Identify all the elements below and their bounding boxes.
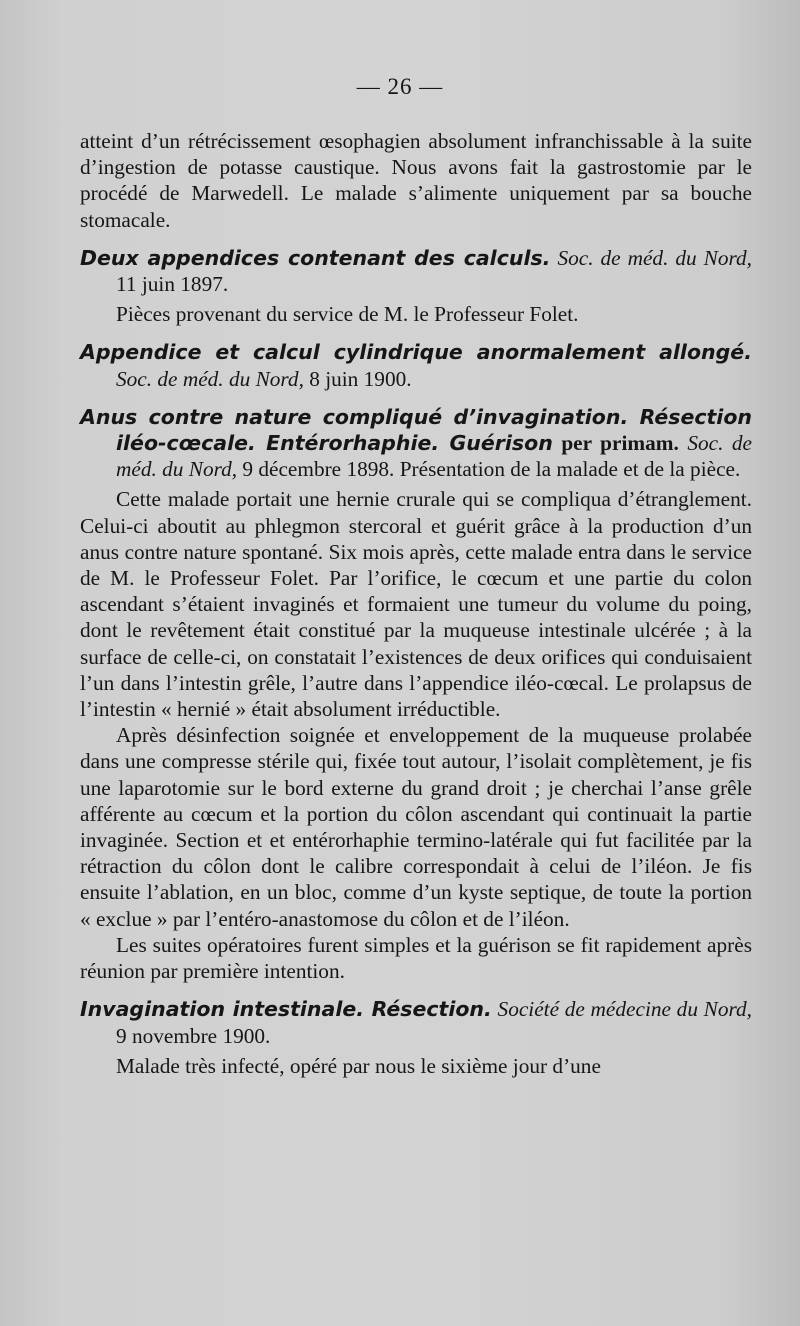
entry-date-3: 9 décembre 1898. Présentation de la malade et de la pièce. <box>237 457 741 482</box>
entry-source-1: Soc. de méd. du Nord, <box>557 245 752 270</box>
entry-title-3-end: per primam. <box>561 431 679 456</box>
page-number: — 26 — <box>356 74 444 99</box>
page-body <box>80 128 752 1079</box>
entry-date-4: 9 novembre 1900. <box>116 1023 271 1048</box>
entry-heading-4 <box>80 996 752 1048</box>
entry-title-3: Anus contre nature compliqué d’invagination. Résection iléo-cœcale. Entérorhaphie. Guérison <box>80 404 752 456</box>
paragraph-continued: atteint d’un rétrécissement œsophagien absolument infranchissable à la suite d’ingestion de potasse caustique. Nous avons fait la gastrostomie par le procédé de Marwedell. Le malade s’alimente uniquement par sa bouche stomacale. <box>80 129 752 232</box>
entry-heading-2 <box>80 339 752 391</box>
entry-source-3: Soc. de méd. du Nord, <box>116 431 753 482</box>
entry-title-4: Invagination intestinale. Résection. <box>80 997 492 1022</box>
entry-source-4: Société de médecine du Nord, <box>497 997 753 1022</box>
entry-date-2: 8 juin 1900. <box>303 366 412 391</box>
entry-source-2: Soc. de méd. du Nord, <box>116 366 304 391</box>
entry-heading-3 <box>80 404 752 483</box>
entry-3-paragraph-1: Cette malade portait une hernie crurale qui se compliqua d’étranglement. Celui-ci aboutit au phlegmon stercoral et guérit grâce à la production d’un anus contre nature spontané. Six mois après, cette malade entra dans le service de M. le Professeur Folet. Par l’orifice, le cœcum et une partie du colon ascendant s’étaient invaginés et formaient une tumeur du volume du poing, dont le revêtement était constitué par la muqueuse intestinale ulcérée ; à la surface de celle-ci, on constatait l’existences de deux orifices qui conduisaient l’un dans l’intestin grêle, l’autre dans l’appendice iléo-cœcal. Le prolapsus de l’intestin « hernié » était absolument irréductible. <box>80 487 752 722</box>
entry-body-4: Malade très infecté, opéré par nous le sixième jour d’une <box>116 1053 601 1078</box>
entry-heading-1 <box>80 245 752 297</box>
entry-title-1: Deux appendices contenant des calculs. <box>80 245 551 270</box>
entry-date-1: 11 juin 1897. <box>116 272 229 297</box>
entry-3-paragraph-2: Après désinfection soignée et enveloppement de la muqueuse prolabée dans une compresse stérile qui, fixée tout autour, l’isolait complètement, je fis une laparotomie sur le bord externe du grand droit ; je cherchai l’anse grêle afférente au cœcum et la portion du côlon ascendant qui continuait la partie invaginée. Section et et entérorhaphie termino-latérale qui fut facilitée par la rétraction du côlon dont le calibre correspondait à celui de l’iléon. Je fis ensuite l’ablation, en un bloc, comme d’un kyste septique, de toute la portion « exclue » par l’entéro-anastomose du côlon et de l’iléon. <box>80 723 752 931</box>
entry-3-paragraph-3: Les suites opératoires furent simples et la guérison se fit rapidement après réunion par première intention. <box>80 932 752 984</box>
entry-title-2: Appendice et calcul cylindrique anormalement allongé. <box>80 340 752 365</box>
entry-body-1: Pièces provenant du service de M. le Professeur Folet. <box>116 302 579 327</box>
